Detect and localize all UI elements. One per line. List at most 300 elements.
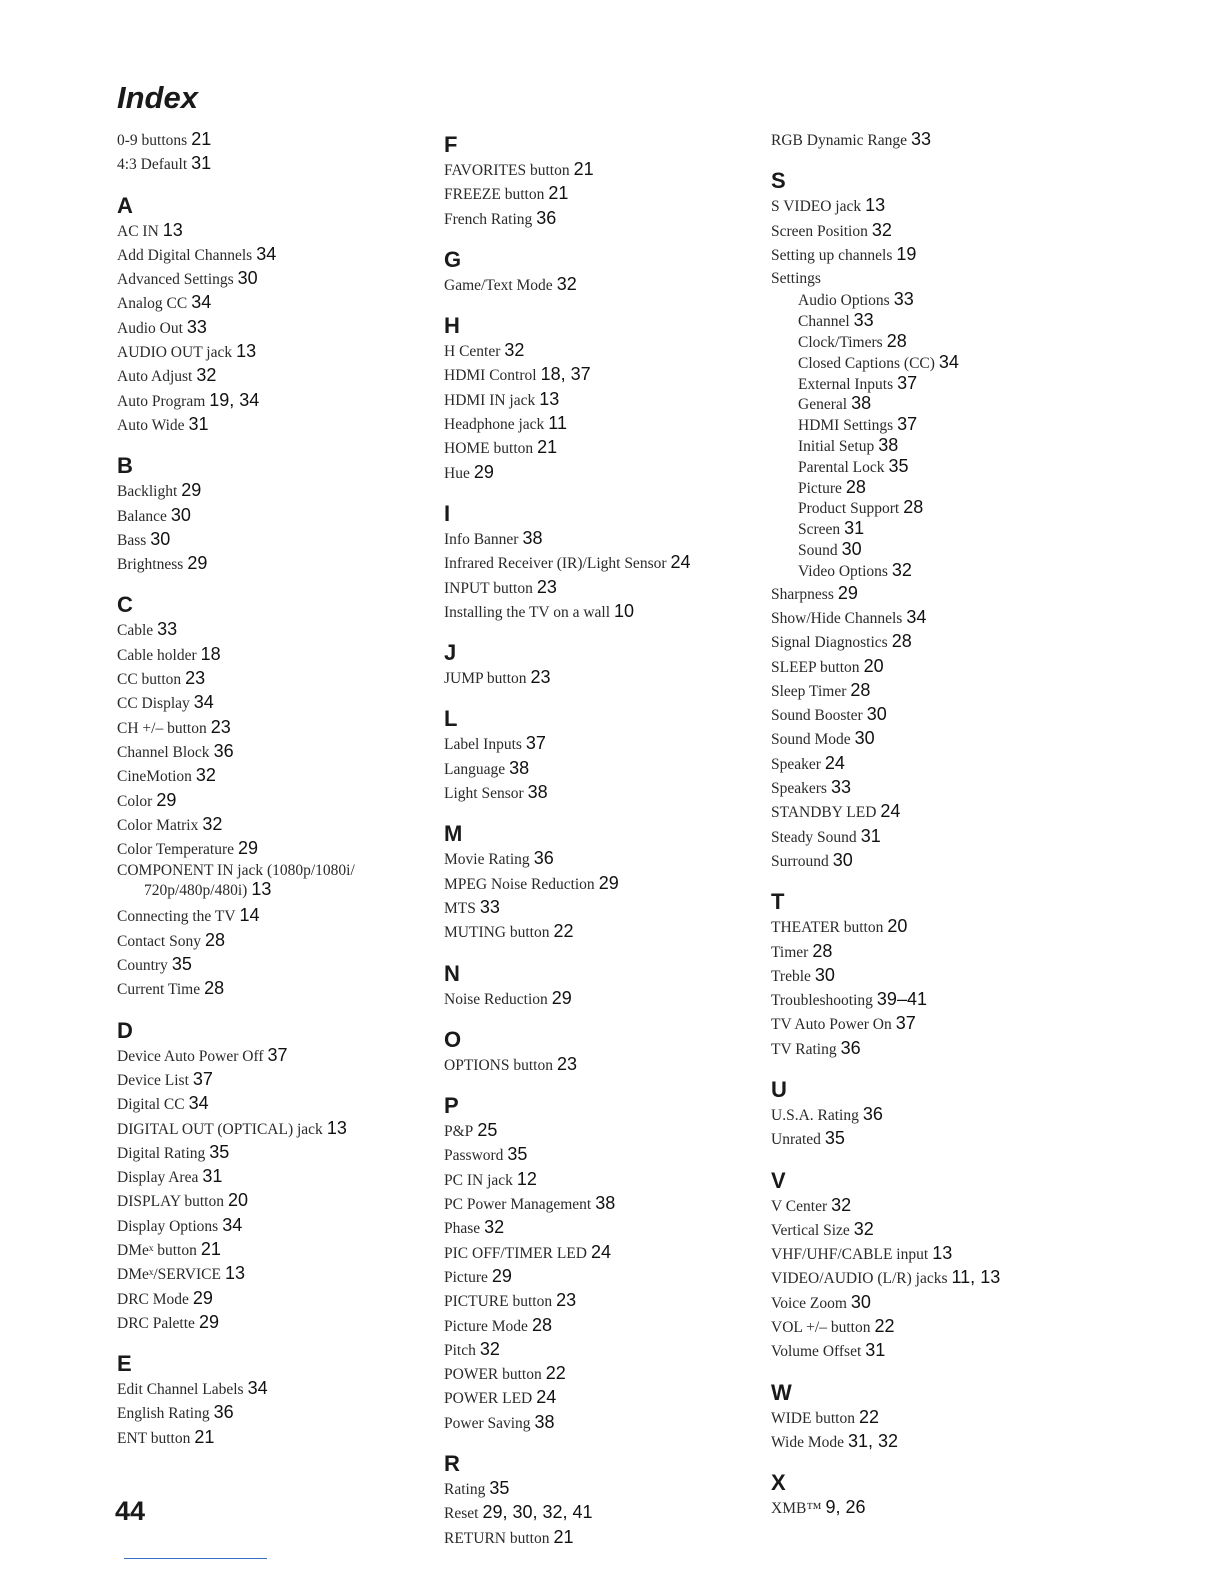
entry-term: Channel Block <box>117 743 210 761</box>
entry-term: Settings <box>771 270 821 288</box>
index-entry <box>771 1037 1071 1061</box>
index-column-1 <box>117 128 422 1466</box>
entry-pages: 23 <box>556 1053 577 1074</box>
index-entry <box>444 182 754 206</box>
section-letter: T <box>771 889 785 915</box>
index-entry <box>771 1194 1071 1218</box>
entry-pages: 32 <box>853 1218 874 1239</box>
entry-term: DMeˣ button <box>117 1241 197 1259</box>
entry-term: Balance <box>117 507 167 525</box>
entry-pages: 25 <box>477 1120 498 1141</box>
entry-pages: 29 <box>187 553 208 574</box>
entry-term: Audio Out <box>117 319 183 337</box>
index-entry <box>444 527 754 551</box>
index-entry <box>117 504 422 528</box>
section-letter: C <box>117 592 133 618</box>
entry-pages: 13 <box>236 341 257 362</box>
entry-pages: 29 <box>238 838 259 859</box>
entry-term: DISPLAY button <box>117 1193 224 1211</box>
index-entry <box>771 727 1071 751</box>
entry-term: Edit Channel Labels <box>117 1381 244 1399</box>
entry-pages: 19 <box>896 243 917 264</box>
entry-pages: 34 <box>193 692 214 713</box>
entry-term: French Rating <box>444 210 533 228</box>
index-entry <box>444 1168 754 1192</box>
entry-pages: 37 <box>267 1044 288 1065</box>
section-letter: I <box>444 500 451 526</box>
index-entry <box>117 977 422 1001</box>
entry-term: English Rating <box>117 1405 210 1423</box>
index-entry <box>117 837 422 861</box>
entry-pages: 39–41 <box>876 989 927 1010</box>
index-subentry <box>771 498 1071 519</box>
entry-term: PICTURE button <box>444 1293 553 1311</box>
index-entry <box>771 679 1071 703</box>
entry-pages: 29 <box>491 1265 512 1286</box>
entry-pages: 33 <box>157 619 178 640</box>
index-entry <box>771 219 1071 243</box>
entry-pages: 38 <box>595 1193 616 1214</box>
index-section <box>444 1093 754 1435</box>
entry-pages: 31 <box>202 1166 223 1187</box>
entry-pages: 31 <box>860 825 881 846</box>
subentry-term: Video Options <box>798 562 888 580</box>
entry-pages: 36 <box>536 207 557 228</box>
entry-term: SLEEP button <box>771 658 860 676</box>
page-title: Index <box>117 80 198 115</box>
entry-pages: 13 <box>251 879 272 900</box>
entry-term: MTS <box>444 899 476 917</box>
index-entry <box>771 1242 1071 1266</box>
entry-term: Treble <box>771 967 811 985</box>
entry-term: DRC Mode <box>117 1290 189 1308</box>
entry-pages: 19, 34 <box>209 389 260 410</box>
index-entry <box>117 618 422 642</box>
entry-term: Auto Adjust <box>117 368 193 386</box>
entry-pages: 37 <box>525 733 546 754</box>
index-entry <box>771 752 1071 776</box>
entry-term: FREEZE button <box>444 186 545 204</box>
index-section <box>771 889 1071 1061</box>
entry-term: Reset <box>444 1505 479 1523</box>
entry-term: VIDEO/AUDIO (L/R) jacks <box>771 1270 948 1288</box>
index-entry <box>771 1012 1071 1036</box>
subentry-pages: 37 <box>897 372 918 393</box>
index-entry <box>444 896 754 920</box>
index-entry <box>117 1287 422 1311</box>
entry-term: Speakers <box>771 780 827 798</box>
index-entry <box>117 691 422 715</box>
entry-pages: 24 <box>536 1387 557 1408</box>
entry-pages: 21 <box>194 1426 215 1447</box>
entry-term: Pitch <box>444 1341 476 1359</box>
entry-pages: 30 <box>854 728 875 749</box>
index-entry <box>444 1314 754 1338</box>
index-entry <box>771 655 1071 679</box>
index-entry <box>117 1311 422 1335</box>
subentry-term: Initial Setup <box>798 438 875 456</box>
entry-term: Setting up channels <box>771 246 893 264</box>
index-entry <box>117 1044 422 1068</box>
entry-term: DIGITAL OUT (OPTICAL) jack <box>117 1120 323 1138</box>
index-column-3 <box>771 128 1071 1537</box>
entry-pages: 35 <box>824 1128 845 1149</box>
entry-pages: 20 <box>227 1190 248 1211</box>
index-entry <box>444 576 754 600</box>
index-entry <box>771 128 1071 152</box>
index-entry <box>117 479 422 503</box>
entry-term: Power Saving <box>444 1414 531 1432</box>
entry-term: Show/Hide Channels <box>771 609 903 627</box>
page-number: 44 <box>115 1496 146 1526</box>
index-entry <box>117 1214 422 1238</box>
index-entry <box>117 740 422 764</box>
entry-pages: 11 <box>548 413 567 434</box>
entry-pages: 29 <box>192 1287 213 1308</box>
entry-continuation <box>117 880 422 900</box>
index-entry <box>117 267 422 291</box>
entry-pages: 28 <box>812 940 833 961</box>
entry-term: Volume Offset <box>771 1343 862 1361</box>
index-entry <box>444 551 754 575</box>
index-entry <box>444 1053 754 1077</box>
section-letter: D <box>117 1017 133 1043</box>
section-letter: U <box>771 1076 787 1102</box>
entry-term: VOL +/– button <box>771 1319 871 1337</box>
index-entry <box>117 1165 422 1189</box>
entry-term: Digital Rating <box>117 1144 206 1162</box>
index-entry <box>444 1289 754 1313</box>
entry-term: Sharpness <box>771 585 834 603</box>
entry-term: Sound Booster <box>771 707 863 725</box>
section-letter: N <box>444 960 460 986</box>
entry-pages: 28 <box>891 631 912 652</box>
entry-term: POWER button <box>444 1366 542 1384</box>
entry-pages: 13 <box>162 219 183 240</box>
entry-term: DMeˣ/SERVICE <box>117 1266 221 1284</box>
entry-term: Display Options <box>117 1217 219 1235</box>
entry-pages: 36 <box>213 1402 234 1423</box>
index-entry <box>444 1192 754 1216</box>
subentry-term: Screen <box>798 521 841 539</box>
subentry-term: Audio Options <box>798 292 890 310</box>
entry-pages: 22 <box>874 1316 895 1337</box>
index-entry <box>771 606 1071 630</box>
subentry-pages: 38 <box>851 393 872 414</box>
section-letter: F <box>444 132 458 157</box>
entry-pages: 31 <box>188 413 209 434</box>
entry-pages: 32 <box>479 1338 500 1359</box>
section-letter: W <box>771 1379 792 1405</box>
entry-pages: 32 <box>831 1194 852 1215</box>
subentry-term: Parental Lock <box>798 458 885 476</box>
index-section <box>117 128 422 177</box>
entry-pages: 14 <box>239 905 260 926</box>
entry-term: Display Area <box>117 1169 199 1187</box>
entry-term: HOME button <box>444 440 534 458</box>
entry-pages: 12 <box>516 1168 537 1189</box>
index-subentry <box>771 374 1071 395</box>
section-letter: G <box>444 246 462 272</box>
entry-term: Color <box>117 792 153 810</box>
entry-term: 4:3 Default <box>117 156 188 174</box>
index-entry <box>444 732 754 756</box>
entry-term: AUDIO OUT jack <box>117 344 233 362</box>
entry-term: Country <box>117 957 168 975</box>
entry-pages: 21 <box>191 129 212 149</box>
subentry-term: Picture <box>798 479 842 497</box>
entry-term: MPEG Noise Reduction <box>444 875 595 893</box>
index-entry <box>444 1411 754 1435</box>
index-section <box>444 961 754 1011</box>
index-subentry <box>771 436 1071 457</box>
subentry-term: Sound <box>798 542 838 560</box>
entry-pages: 36 <box>840 1037 861 1058</box>
index-entry <box>444 1477 754 1501</box>
index-column-2 <box>444 128 754 1566</box>
index-entry <box>771 1127 1071 1151</box>
entry-term: RGB Dynamic Range <box>771 132 908 149</box>
index-section <box>771 128 1071 152</box>
entry-pages: 30 <box>832 849 853 870</box>
index-entry <box>117 152 422 176</box>
index-entry <box>444 1338 754 1362</box>
index-section <box>117 1351 422 1450</box>
entry-term: Label Inputs <box>444 736 522 754</box>
entry-term: POWER LED <box>444 1390 533 1408</box>
entry-term: CH +/– button <box>117 719 207 737</box>
index-entry <box>771 825 1071 849</box>
entry-pages: 34 <box>188 1093 209 1114</box>
section-letter: L <box>444 706 458 732</box>
index-entry <box>771 1496 1071 1520</box>
entry-pages: 34 <box>247 1378 268 1399</box>
index-entry <box>117 904 422 928</box>
entry-pages: 18 <box>200 643 221 664</box>
entry-term: S VIDEO jack <box>771 198 862 216</box>
index-entry <box>117 1189 422 1213</box>
entry-term: STANDBY LED <box>771 804 877 822</box>
entry-pages: 22 <box>553 921 574 942</box>
index-entry <box>117 243 422 267</box>
entry-term: Picture <box>444 1268 488 1286</box>
entry-term: VHF/UHF/CABLE input <box>771 1246 929 1264</box>
entry-term: P&P <box>444 1123 474 1141</box>
entry-term: Auto Program <box>117 392 206 410</box>
subentry-pages: 33 <box>853 310 874 331</box>
index-entry <box>444 207 754 231</box>
index-entry <box>444 1386 754 1410</box>
entry-pages: 30 <box>150 528 171 549</box>
entry-term: Infrared Receiver (IR)/Light Sensor <box>444 555 667 573</box>
entry-term: PC Power Management <box>444 1196 592 1214</box>
index-entry <box>444 388 754 412</box>
index-entry <box>117 413 422 437</box>
entry-pages: 28 <box>204 929 225 950</box>
index-subentry <box>771 519 1071 540</box>
index-entry <box>444 1143 754 1167</box>
entry-pages: 24 <box>824 752 845 773</box>
entry-pages: 28 <box>531 1314 552 1335</box>
entry-pages: 28 <box>204 978 225 999</box>
index-subentry <box>771 394 1071 415</box>
entry-pages: 38 <box>522 527 543 548</box>
index-entry <box>444 666 754 690</box>
entry-pages: 33 <box>479 896 500 917</box>
entry-pages: 30 <box>237 268 258 289</box>
entry-pages: 37 <box>192 1068 213 1089</box>
index-entry <box>771 703 1071 727</box>
entry-term: COMPONENT IN jack (1080p/1080i/ <box>117 862 355 880</box>
entry-term: OPTIONS button <box>444 1056 553 1074</box>
entry-pages: 36 <box>213 740 234 761</box>
index-section <box>444 821 754 944</box>
entry-term: INPUT button <box>444 579 533 597</box>
subentry-term: Product Support <box>798 500 900 518</box>
entry-pages: 34 <box>256 243 277 264</box>
index-entry <box>771 630 1071 654</box>
entry-term: HDMI Control <box>444 367 537 385</box>
entry-term: V Center <box>771 1197 828 1215</box>
entry-term: Cable holder <box>117 646 197 664</box>
index-section <box>117 193 422 438</box>
entry-pages: 29 <box>198 1311 219 1332</box>
entry-pages: 23 <box>530 667 551 688</box>
entry-term: Troubleshooting <box>771 992 873 1010</box>
entry-term: XMB™ <box>771 1500 822 1518</box>
index-subentry <box>771 332 1071 353</box>
index-entry <box>771 964 1071 988</box>
entry-term: CC Display <box>117 695 190 713</box>
index-entry <box>771 582 1071 606</box>
section-letter: V <box>771 1167 786 1193</box>
entry-pages: 33 <box>911 129 932 149</box>
subentry-term: Clock/Timers <box>798 334 883 352</box>
entry-term: Digital CC <box>117 1096 185 1114</box>
subentry-pages: 34 <box>938 351 959 372</box>
subentry-term: Channel <box>798 313 850 331</box>
index-section <box>117 453 422 576</box>
entry-pages: 29 <box>156 789 177 810</box>
entry-term: Rating <box>444 1480 486 1498</box>
index-section <box>444 132 754 231</box>
entry-pages: 13 <box>225 1263 246 1284</box>
entry-term: Headphone jack <box>444 416 545 434</box>
entry-pages: 33 <box>830 777 851 798</box>
entry-pages: 11, 13 <box>951 1267 1001 1288</box>
entry-term: Timer <box>771 943 809 961</box>
entry-term: AC IN <box>117 222 159 240</box>
index-entry <box>771 1339 1071 1363</box>
entry-term: Game/Text Mode <box>444 276 553 294</box>
index-entry <box>771 988 1071 1012</box>
entry-pages: 32 <box>556 273 577 294</box>
index-entry <box>771 1103 1071 1127</box>
entry-pages: 36 <box>862 1103 883 1124</box>
index-entry <box>444 1362 754 1386</box>
index-entry <box>444 412 754 436</box>
subentry-pages: 33 <box>893 289 914 310</box>
entry-term: TV Rating <box>771 1040 837 1058</box>
entry-pages: 35 <box>209 1141 230 1162</box>
entry-pages: 37 <box>895 1013 916 1034</box>
index-entry <box>117 1117 422 1141</box>
index-entry <box>771 194 1071 218</box>
entry-term: Bass <box>117 531 147 549</box>
subentry-pages: 31 <box>844 518 865 539</box>
footer-rule <box>124 1558 267 1559</box>
section-letter: J <box>444 640 457 666</box>
index-entry <box>117 1401 422 1425</box>
index-entry <box>444 461 754 485</box>
section-letter: R <box>444 1450 460 1476</box>
index-section <box>771 1077 1071 1152</box>
entry-term-continued: 720p/480p/480i) <box>144 882 248 900</box>
entry-pages: 32 <box>196 365 217 386</box>
entry-pages: 32 <box>871 219 892 240</box>
entry-term: U.S.A. Rating <box>771 1106 859 1124</box>
index-subentry <box>771 415 1071 436</box>
entry-pages: 23 <box>210 716 231 737</box>
index-entry <box>444 872 754 896</box>
entry-pages: 32 <box>484 1217 505 1238</box>
index-section <box>444 313 754 485</box>
entry-term: Sound Mode <box>771 731 851 749</box>
index-section <box>444 501 754 624</box>
entry-pages: 20 <box>887 916 908 937</box>
entry-pages: 21 <box>573 159 594 179</box>
index-entry <box>117 219 422 243</box>
index-entry <box>117 552 422 576</box>
index-entry <box>771 1266 1071 1290</box>
entry-term: Color Temperature <box>117 841 234 859</box>
entry-term: THEATER button <box>771 919 884 937</box>
entry-term: Wide Mode <box>771 1433 844 1451</box>
index-entry <box>444 1241 754 1265</box>
section-letter: P <box>444 1093 459 1119</box>
entry-term: JUMP button <box>444 670 527 688</box>
subentry-term: External Inputs <box>798 375 894 393</box>
entry-pages: 21 <box>537 437 558 458</box>
index-entry <box>117 1377 422 1401</box>
index-section <box>117 1018 422 1336</box>
entry-pages: 21 <box>553 1526 574 1547</box>
entry-term: Surround <box>771 852 829 870</box>
index-section <box>444 706 754 805</box>
entry-pages: 38 <box>509 757 530 778</box>
index-entry <box>117 716 422 740</box>
entry-pages: 22 <box>858 1406 879 1427</box>
index-entry <box>771 243 1071 267</box>
entry-term: Cable <box>117 622 154 640</box>
subentry-pages: 30 <box>841 539 862 560</box>
index-entry <box>117 813 422 837</box>
index-section <box>771 168 1071 873</box>
entry-term: Auto Wide <box>117 416 185 434</box>
index-entry <box>444 158 754 182</box>
entry-pages: 23 <box>556 1290 577 1311</box>
entry-term: Sleep Timer <box>771 682 847 700</box>
entry-pages: 29, 30, 32, 41 <box>482 1502 593 1523</box>
index-subentry <box>771 311 1071 332</box>
entry-pages: 29 <box>551 987 572 1008</box>
entry-term: Noise Reduction <box>444 990 548 1008</box>
index-section <box>117 592 422 1001</box>
index-entry <box>444 436 754 460</box>
entry-pages: 31, 32 <box>847 1430 899 1451</box>
subentry-term: Closed Captions (CC) <box>798 354 935 372</box>
index-subentry <box>771 457 1071 478</box>
